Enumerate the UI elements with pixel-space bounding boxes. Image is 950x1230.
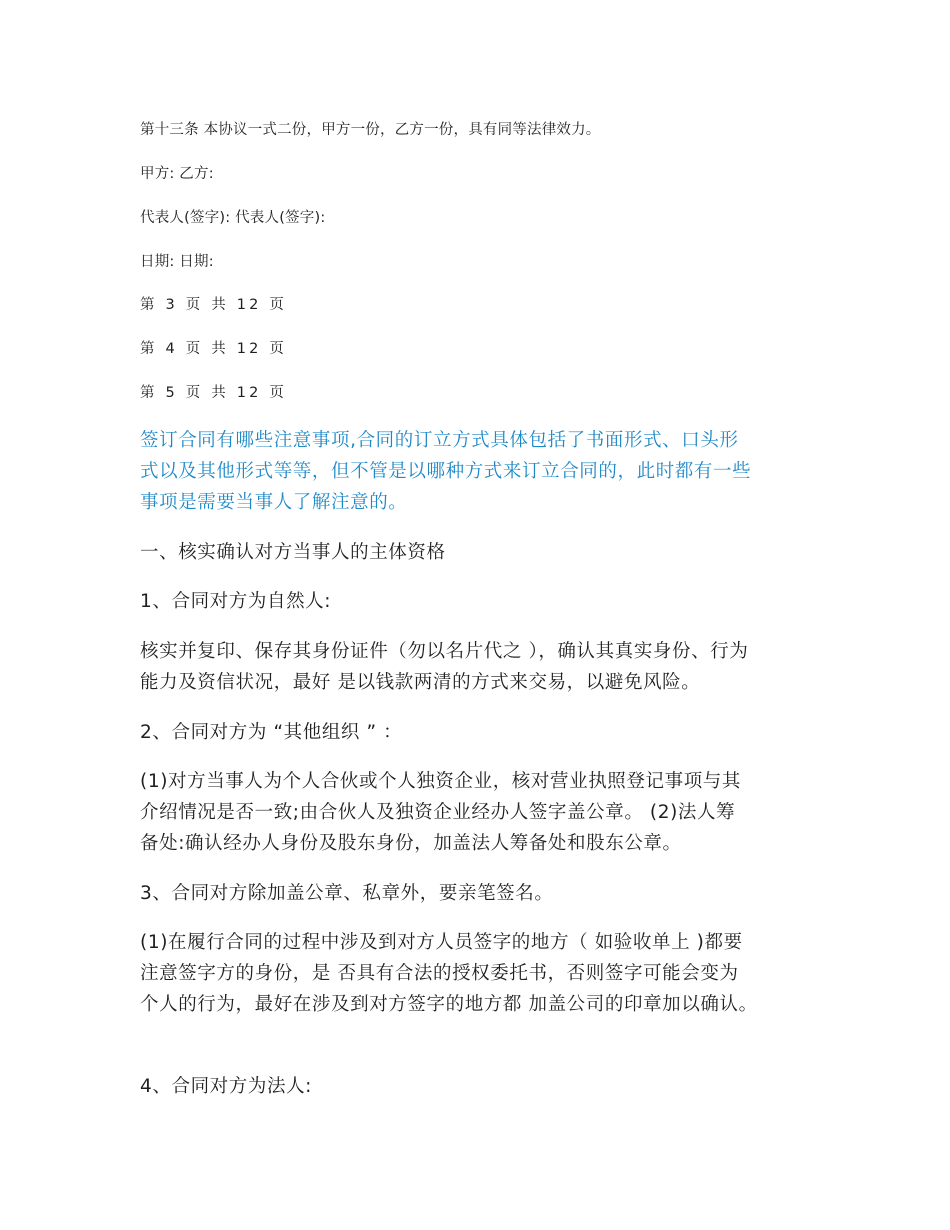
page-number-3: 第 3 页 共 12 页 [140, 297, 288, 313]
item-2-paragraph-line: (1)对方当事人为个人合伙或个人独资企业，核对营业执照登记事项与其 [140, 771, 742, 792]
item-2-paragraph-line: 备处:确认经办人身份及股东身份，加盖法人筹备处和股东公章。 [140, 833, 682, 854]
intro-heading-line: 签订合同有哪些注意事项,合同的订立方式具体包括了书面形式、口头形 [140, 430, 739, 451]
parties-line: 甲方: 乙方: [140, 166, 214, 182]
intro-heading-line: 式以及其他形式等等，但不管是以哪种方式来订立合同的，此时都有一些 [140, 461, 752, 482]
representatives-line: 代表人(签字): 代表人(签字): [140, 210, 326, 226]
article-13-text: 第十三条 本协议一式二份，甲方一份，乙方一份，具有同等法律效力。 [140, 122, 601, 138]
item-3-title: 3、合同对方除加盖公章、私章外，要亲笔签名。 [140, 883, 554, 904]
item-1-title: 1、合同对方为自然人: [140, 591, 332, 612]
dates-line: 日期: 日期: [140, 254, 214, 270]
item-3-paragraph-line: (1)在履行合同的过程中涉及到对方人员签字的地方（ 如验收单上 )都要 [140, 932, 743, 953]
item-1-paragraph-line: 核实并复印、保存其身份证件（勿以名片代之 ），确认其真实身份、行为 [140, 641, 749, 662]
page-number-5: 第 5 页 共 12 页 [140, 385, 288, 401]
page-number-4: 第 4 页 共 12 页 [140, 341, 288, 357]
item-2-title: 2、合同对方为 “其他组织 ” ： [140, 722, 403, 743]
item-4-title: 4、合同对方为法人: [140, 1076, 313, 1097]
item-3-paragraph-line: 注意签字方的身份，是 否具有合法的授权委托书，否则签字可能会变为 [140, 963, 739, 984]
intro-heading-line: 事项是需要当事人了解注意的。 [140, 492, 408, 513]
item-1-paragraph-line: 能力及资信状况，最好 是以钱款两清的方式来交易，以避免风险。 [140, 672, 701, 693]
section-1-title: 一、核实确认对方当事人的主体资格 [140, 542, 446, 563]
item-3-paragraph-line: 个人的行为，最好在涉及到对方签字的地方都 加盖公司的印章加以确认。 [140, 994, 758, 1015]
item-2-paragraph-line: 介绍情况是否一致;由合伙人及独资企业经办人签字盖公章。 (2)法人筹 [140, 802, 736, 823]
